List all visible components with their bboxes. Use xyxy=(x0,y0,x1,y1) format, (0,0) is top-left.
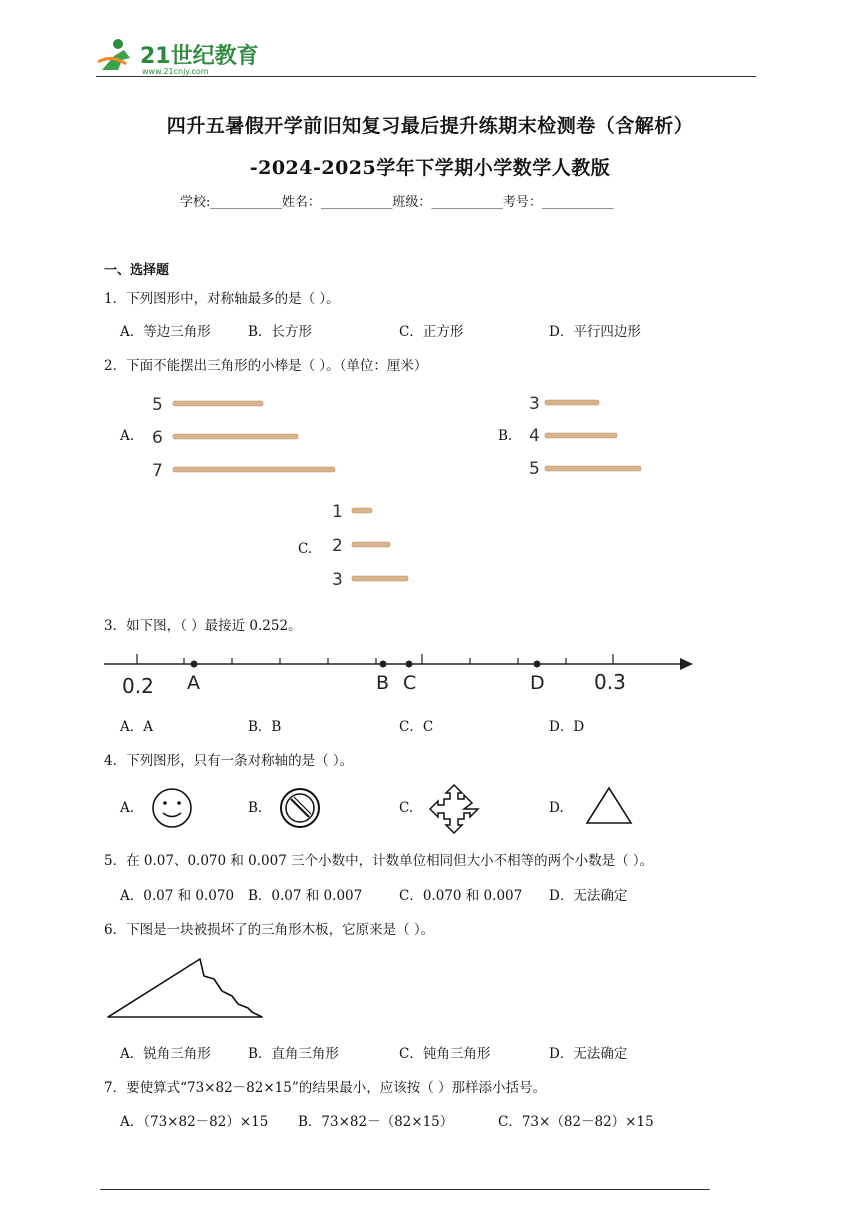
svg-text:5: 5 xyxy=(152,395,163,415)
svg-text:7: 7 xyxy=(152,461,163,481)
question-5: 5．在 0.07、0.070 和 0.007 三个小数中，计数单位相同但大小不相等的两个小数是（ ）。 xyxy=(104,853,654,869)
q4-option-b[interactable]: B. xyxy=(248,800,263,816)
question-4: 4．下列图形，只有一条对称轴的是（ ）。 xyxy=(104,753,354,769)
q5-option-a[interactable]: A．0.07 和 0.070 xyxy=(120,888,235,904)
q4-option-a[interactable]: A. xyxy=(120,800,135,816)
svg-text:B: B xyxy=(376,672,390,694)
svg-text:0.3: 0.3 xyxy=(594,670,626,694)
student-info-line: 学校:___________姓名：___________班级：___________考号：___________ xyxy=(180,195,614,210)
question-7: 7．要使算式“73×82－82×15”的结果最小，应该按（ ）那样添小括号。 xyxy=(104,1080,547,1096)
q6-option-a[interactable]: A．锐角三角形 xyxy=(120,1046,211,1062)
footer-divider xyxy=(100,1189,710,1190)
q1-option-a[interactable]: A．等边三角形 xyxy=(120,324,211,340)
q2-sticks-c xyxy=(328,498,418,593)
q2-option-c[interactable]: C. xyxy=(298,541,313,557)
page-subtitle: -2024-2025学年下学期小学数学人教版 xyxy=(249,157,611,179)
q5-option-c[interactable]: C．0.070 和 0.007 xyxy=(399,888,523,904)
q7-option-c[interactable]: C．73×（82－82）×15 xyxy=(498,1114,654,1130)
q6-option-d[interactable]: D．无法确定 xyxy=(549,1046,628,1062)
q7-option-a[interactable]: A．（73×82－82）×15 xyxy=(120,1114,269,1130)
runner-icon xyxy=(98,39,130,70)
q1-option-c[interactable]: C．正方形 xyxy=(399,324,464,340)
header-divider xyxy=(96,76,756,77)
q3-option-c[interactable]: C．C xyxy=(399,719,434,735)
svg-text:0.2: 0.2 xyxy=(122,674,154,698)
smiley-face-icon xyxy=(150,786,194,830)
svg-text:1: 1 xyxy=(332,502,343,522)
question-3: 3．如下图，（ ）最接近 0.252。 xyxy=(104,618,302,634)
triangle-icon xyxy=(584,785,634,827)
svg-text:D: D xyxy=(530,672,545,694)
q3-number-line xyxy=(100,645,700,700)
question-2: 2．下面不能摆出三角形的小棒是（ ）。（单位：厘米） xyxy=(104,358,428,374)
brand-logo xyxy=(96,36,266,78)
q5-option-b[interactable]: B．0.07 和 0.007 xyxy=(248,888,363,904)
logo-subtext: www.21cnjy.com xyxy=(142,67,209,76)
q1-option-b[interactable]: B．长方形 xyxy=(248,324,312,340)
q6-option-c[interactable]: C．钝角三角形 xyxy=(399,1046,491,1062)
svg-text:2: 2 xyxy=(332,536,343,556)
q2-option-b[interactable]: B. xyxy=(498,428,513,444)
four-arrow-star-icon xyxy=(428,783,480,835)
q4-option-d[interactable]: D. xyxy=(549,800,564,816)
question-1: 1．下列图形中，对称轴最多的是（ ）。 xyxy=(104,291,340,307)
q1-option-d[interactable]: D．平行四边形 xyxy=(549,324,641,340)
svg-text:4: 4 xyxy=(529,426,540,446)
svg-text:C: C xyxy=(403,672,417,694)
svg-text:3: 3 xyxy=(332,570,343,590)
q3-option-a[interactable]: A．A xyxy=(120,719,153,735)
svg-text:6: 6 xyxy=(152,428,163,448)
q2-sticks-a xyxy=(140,390,350,485)
q6-option-b[interactable]: B．直角三角形 xyxy=(248,1046,339,1062)
q4-option-c[interactable]: C. xyxy=(399,800,414,816)
q3-option-b[interactable]: B．B xyxy=(248,719,282,735)
logo-text: 21世纪教育 xyxy=(140,44,259,69)
q7-option-b[interactable]: B．73×82－（82×15） xyxy=(298,1114,454,1130)
question-6: 6．下图是一块被损坏了的三角形木板，它原来是（ ）。 xyxy=(104,922,435,938)
prohibition-sign-icon xyxy=(278,786,322,830)
q2-option-a[interactable]: A. xyxy=(120,428,135,444)
q5-option-d[interactable]: D．无法确定 xyxy=(549,888,628,904)
section-title: 一、选择题 xyxy=(104,263,170,278)
svg-text:A: A xyxy=(187,672,200,694)
q3-option-d[interactable]: D．D xyxy=(549,719,585,735)
svg-text:5: 5 xyxy=(529,459,540,479)
page-title: 四升五暑假开学前旧知复习最后提升练期末检测卷（含解析） xyxy=(166,115,694,137)
broken-triangle-figure xyxy=(104,952,270,1022)
q2-sticks-b xyxy=(525,390,655,485)
svg-text:3: 3 xyxy=(529,394,540,414)
